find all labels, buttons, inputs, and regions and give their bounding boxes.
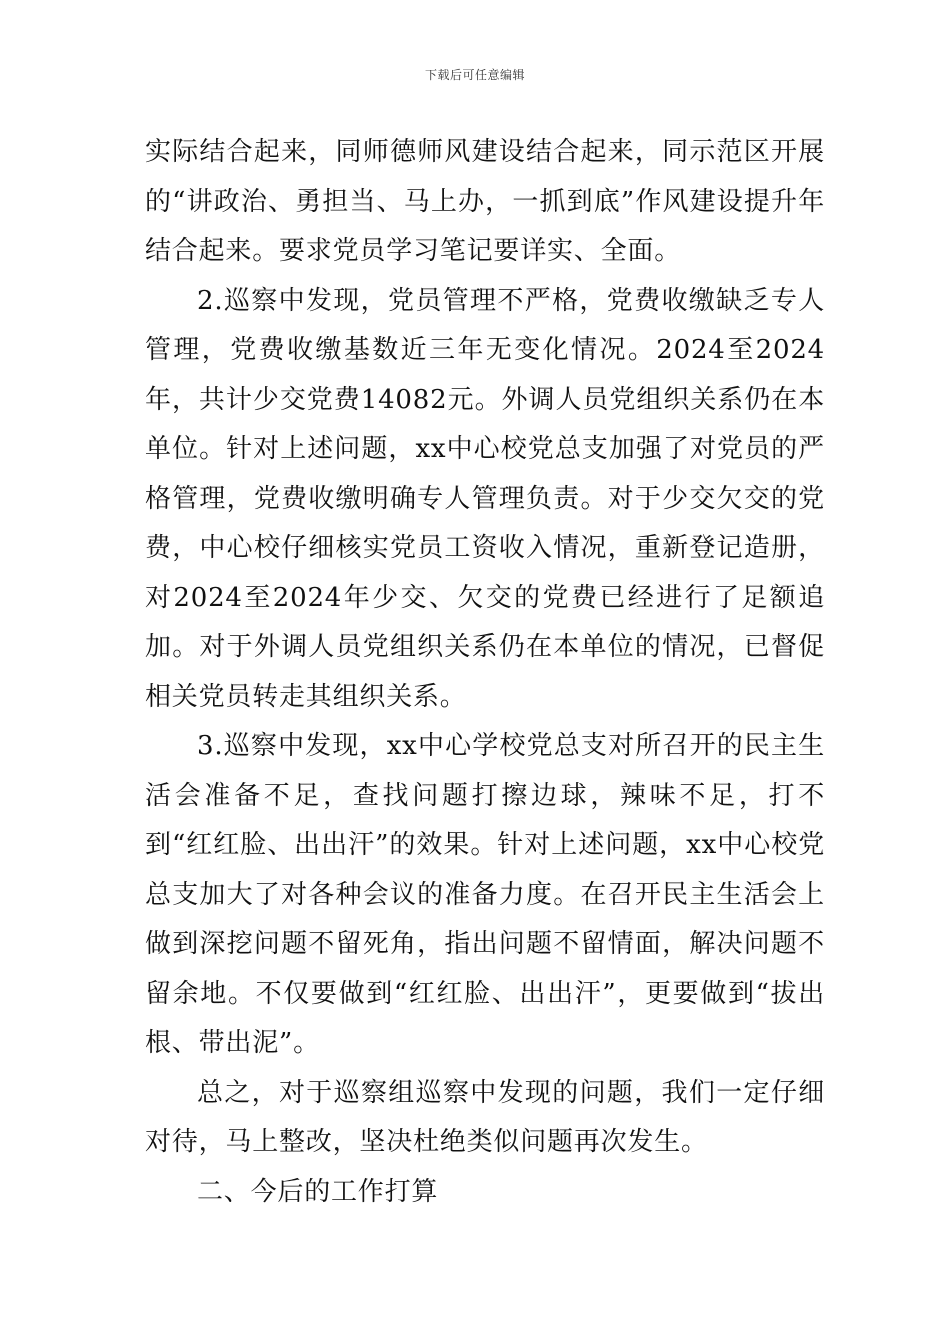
paragraph-summary: 总之，对于巡察组巡察中发现的问题，我们一定仔细对待，马上整改，坚决杜绝类似问题再次发生。 bbox=[145, 1077, 825, 1157]
paragraph-item-2: 2.巡察中发现，党员管理不严格，党费收缴缺乏专人管理，党费收缴基数近三年无变化情况。2024至2024年，共计少交党费14082元。外调人员党组织关系仍在本单位。针对上述问题，xx中心校党总支加强了对党员的严格管理，党费收缴明确专人管理负责。对于少交欠交的党费，中心校仔细核实党员工资收入情况，重新登记造册，对2024至2024年少交、欠交的党费已经进行了足额追加。对于外调人员党组织关系仍在本单位的情况，已督促相关党员转走其组织关系。 bbox=[145, 285, 825, 712]
paragraph-item-3: 3.巡察中发现，xx中心学校党总支对所召开的民主生活会准备不足，查找问题打擦边球，辣味不足，打不到“红红脸、出出汗”的效果。针对上述问题，xx中心校党总支加大了对各种会议的准备力度。在召开民主生活会上做到深挖问题不留死角，指出问题不留情面，解决问题不留余地。不仅要做到“红红脸、出出汗”，更要做到“拔出根、带出泥”。 bbox=[145, 731, 825, 1058]
page-header: 下载后可任意编辑 bbox=[424, 68, 525, 82]
section-heading-work-plan: 二、今后的工作打算 bbox=[197, 1176, 439, 1207]
paragraph-continuation: 实际结合起来，同师德师风建设结合起来，同示范区开展的“讲政治、勇担当、马上办，一抓到底”作风建设提升年结合起来。要求党员学习笔记要详实、全面。 bbox=[145, 137, 825, 266]
document-body bbox=[145, 128, 825, 1217]
